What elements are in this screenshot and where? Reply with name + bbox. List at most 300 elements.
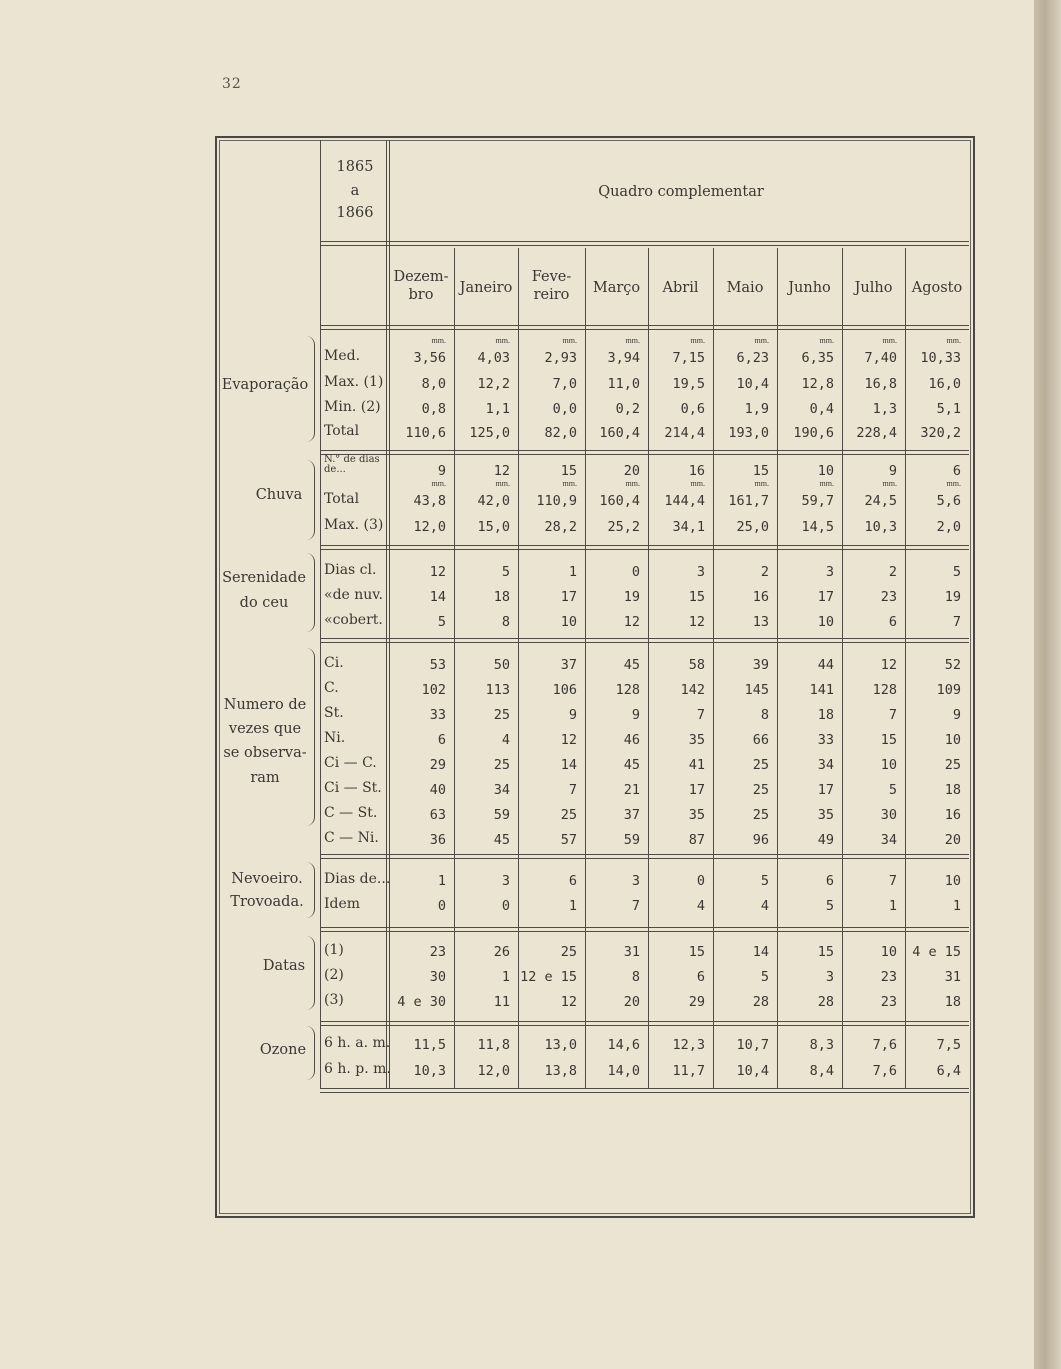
cell-value: 161,7	[728, 493, 769, 509]
cell-value: 11,8	[477, 1037, 510, 1053]
row-label: Med.	[324, 348, 361, 364]
group-label: Evaporação	[221, 377, 309, 393]
cell-value: 12,0	[477, 1063, 510, 1079]
cell-value: 17	[817, 589, 834, 605]
cell-value: 11	[493, 994, 510, 1010]
cell-value: 12	[560, 732, 577, 748]
cell-value: 20	[623, 463, 640, 479]
cell-value: 4	[696, 898, 705, 914]
cell-value: 3	[825, 564, 834, 580]
cell-value: 193,0	[728, 425, 769, 441]
cell-value: 16	[752, 589, 769, 605]
cell-value: 15	[688, 944, 705, 960]
cell-value: 45	[623, 757, 640, 773]
cell-value: 36	[429, 832, 446, 848]
cell-value: 2	[760, 564, 769, 580]
cell-value: 16	[688, 463, 705, 479]
divider-month-col	[713, 248, 714, 1088]
group-label: do ceu	[239, 595, 289, 611]
cell-value: 50	[493, 657, 510, 673]
cell-value: 5	[437, 614, 446, 630]
cell-value: 5	[952, 564, 961, 580]
unit-label: mm.	[882, 336, 897, 345]
cell-value: 0,6	[680, 401, 705, 417]
cell-value: 10,7	[736, 1037, 769, 1053]
period-from: 1865	[336, 159, 374, 175]
unit-label: mm.	[690, 479, 705, 488]
cell-value: 16	[944, 807, 961, 823]
cell-value: 25	[752, 807, 769, 823]
row-label: Max. (1)	[324, 374, 384, 390]
cell-value: 4,03	[477, 350, 510, 366]
cell-value: 7	[696, 707, 705, 723]
cell-value: 7,40	[864, 350, 897, 366]
month-header: Dezem-	[393, 269, 449, 285]
cell-value: 20	[944, 832, 961, 848]
group-label: Chuva	[255, 487, 303, 503]
cell-value: 49	[817, 832, 834, 848]
row-label: «cobert.	[324, 612, 383, 628]
cell-value: 2	[888, 564, 897, 580]
cell-value: 12	[880, 657, 897, 673]
cell-value: 87	[688, 832, 705, 848]
cell-value: 15	[560, 463, 577, 479]
unit-label: mm.	[495, 336, 510, 345]
cell-value: 25,0	[736, 519, 769, 535]
cell-value: 190,6	[793, 425, 834, 441]
group-brace	[306, 553, 315, 632]
group-label: Nevoeiro.	[231, 871, 303, 887]
row-label: Total	[324, 491, 360, 507]
cell-value: 1	[568, 898, 577, 914]
cell-value: 23	[880, 994, 897, 1010]
cell-value: 21	[623, 782, 640, 798]
cell-value: 7,6	[872, 1063, 897, 1079]
cell-value: 0	[696, 873, 705, 889]
cell-value: 4	[501, 732, 510, 748]
rule-group	[320, 927, 969, 932]
row-label: «de nuv.	[324, 587, 383, 603]
cell-value: 45	[623, 657, 640, 673]
cell-value: 320,2	[920, 425, 961, 441]
cell-value: 1,3	[872, 401, 897, 417]
cell-value: 12	[493, 463, 510, 479]
cell-value: 1,1	[485, 401, 510, 417]
cell-value: 43,8	[413, 493, 446, 509]
group-label: ram	[250, 770, 280, 786]
cell-value: 5	[501, 564, 510, 580]
cell-value: 5	[760, 969, 769, 985]
unit-label: mm.	[690, 336, 705, 345]
cell-value: 24,5	[864, 493, 897, 509]
cell-value: 214,4	[664, 425, 705, 441]
row-label: Ci.	[324, 655, 344, 671]
rule-group	[320, 1021, 969, 1026]
rule-group	[320, 854, 969, 859]
cell-value: 10	[560, 614, 577, 630]
cell-value: 15	[817, 944, 834, 960]
rule-group	[320, 1088, 969, 1093]
cell-value: 10,3	[864, 519, 897, 535]
cell-value: 16,0	[928, 376, 961, 392]
group-label: vezes que	[228, 721, 302, 737]
page-number: 32	[222, 76, 242, 92]
unit-label: mm.	[882, 479, 897, 488]
cell-value: 1	[568, 564, 577, 580]
unit-label: mm.	[754, 336, 769, 345]
cell-value: 31	[623, 944, 640, 960]
cell-value: 0,4	[809, 401, 834, 417]
cell-value: 59	[493, 807, 510, 823]
cell-value: 25	[752, 782, 769, 798]
cell-value: 7	[888, 707, 897, 723]
cell-value: 15	[752, 463, 769, 479]
unit-label: mm.	[431, 479, 446, 488]
row-label: (3)	[324, 992, 344, 1008]
cell-value: 5	[760, 873, 769, 889]
cell-value: 14,0	[607, 1063, 640, 1079]
cell-value: 6	[437, 732, 446, 748]
cell-value: 0	[437, 898, 446, 914]
row-label: Dias de...	[324, 871, 391, 887]
cell-value: 28	[817, 994, 834, 1010]
cell-value: 8,0	[421, 376, 446, 392]
rule-group	[320, 545, 969, 550]
cell-value: 12	[560, 994, 577, 1010]
table-title: Quadro complementar	[598, 184, 764, 200]
cell-value: 25	[560, 807, 577, 823]
cell-value: 12	[688, 614, 705, 630]
cell-value: 0	[501, 898, 510, 914]
cell-value: 25,2	[607, 519, 640, 535]
cell-value: 142	[680, 682, 705, 698]
cell-value: 12,0	[413, 519, 446, 535]
cell-value: 110,9	[536, 493, 577, 509]
cell-value: 6	[888, 614, 897, 630]
cell-value: 37	[560, 657, 577, 673]
cell-value: 4 e 30	[397, 994, 446, 1010]
cell-value: 29	[429, 757, 446, 773]
cell-value: 4	[760, 898, 769, 914]
cell-value: 14,6	[607, 1037, 640, 1053]
month-header: bro	[408, 287, 434, 303]
group-label: Serenidade	[222, 570, 306, 586]
cell-value: 25	[560, 944, 577, 960]
cell-value: 17	[817, 782, 834, 798]
cell-value: 7,5	[936, 1037, 961, 1053]
divider-month-col	[454, 248, 455, 1088]
cell-value: 12,8	[801, 376, 834, 392]
cell-value: 12 e 15	[520, 969, 577, 985]
cell-value: 26	[493, 944, 510, 960]
row-label: Max. (3)	[324, 517, 384, 533]
cell-value: 23	[880, 969, 897, 985]
group-brace	[306, 336, 315, 442]
group-label: se observa-	[223, 745, 307, 761]
row-label: C — St.	[324, 805, 378, 821]
month-header: reiro	[533, 287, 570, 303]
unit-label: mm.	[946, 479, 961, 488]
cell-value: 40	[429, 782, 446, 798]
cell-value: 12,2	[477, 376, 510, 392]
cell-value: 16,8	[864, 376, 897, 392]
group-label: Datas	[262, 958, 306, 974]
cell-value: 28	[752, 994, 769, 1010]
row-label: Total	[324, 423, 360, 439]
cell-value: 10,3	[413, 1063, 446, 1079]
group-brace	[306, 648, 315, 826]
cell-value: 33	[817, 732, 834, 748]
cell-value: 59	[623, 832, 640, 848]
cell-value: 6	[825, 873, 834, 889]
cell-value: 25	[944, 757, 961, 773]
cell-value: 3,56	[413, 350, 446, 366]
cell-value: 35	[688, 732, 705, 748]
cell-value: 14,5	[801, 519, 834, 535]
cell-value: 128	[615, 682, 640, 698]
cell-value: 14	[429, 589, 446, 605]
group-label: Numero de	[223, 697, 307, 713]
cell-value: 8	[501, 614, 510, 630]
cell-value: 7,15	[672, 350, 705, 366]
cell-value: 141	[809, 682, 834, 698]
cell-value: 5	[825, 898, 834, 914]
cell-value: 11,0	[607, 376, 640, 392]
unit-label: mm.	[625, 336, 640, 345]
cell-value: 10	[944, 732, 961, 748]
cell-value: 34	[880, 832, 897, 848]
cell-value: 12,3	[672, 1037, 705, 1053]
cell-value: 8	[631, 969, 640, 985]
unit-label: mm.	[495, 479, 510, 488]
cell-value: 19	[623, 589, 640, 605]
cell-value: 18	[944, 994, 961, 1010]
cell-value: 7,6	[872, 1037, 897, 1053]
cell-value: 35	[688, 807, 705, 823]
cell-value: 5,1	[936, 401, 961, 417]
cell-value: 19,5	[672, 376, 705, 392]
cell-value: 8,4	[809, 1063, 834, 1079]
cell-value: 10	[944, 873, 961, 889]
month-header: Janeiro	[459, 280, 513, 296]
period-to: 1866	[336, 205, 374, 221]
cell-value: 1	[501, 969, 510, 985]
cell-value: 18	[493, 589, 510, 605]
cell-value: 10	[880, 757, 897, 773]
cell-value: 4 e 15	[912, 944, 961, 960]
cell-value: 3	[825, 969, 834, 985]
cell-value: 25	[493, 707, 510, 723]
cell-value: 2,0	[936, 519, 961, 535]
cell-value: 63	[429, 807, 446, 823]
cell-value: 102	[421, 682, 446, 698]
cell-value: 14	[752, 944, 769, 960]
cell-value: 6	[952, 463, 961, 479]
cell-value: 18	[817, 707, 834, 723]
cell-value: 1,9	[744, 401, 769, 417]
group-brace	[306, 460, 315, 540]
period-sep: a	[350, 183, 360, 199]
row-label: 6 h. a. m.	[324, 1035, 391, 1051]
cell-value: 96	[752, 832, 769, 848]
cell-value: 7	[568, 782, 577, 798]
row-label: Ci — C.	[324, 755, 377, 771]
unit-label: mm.	[431, 336, 446, 345]
row-label: Ni.	[324, 730, 346, 746]
cell-value: 0,2	[615, 401, 640, 417]
month-header: Março	[592, 280, 641, 296]
month-header: Maio	[726, 280, 764, 296]
cell-value: 1	[952, 898, 961, 914]
cell-value: 0,0	[552, 401, 577, 417]
cell-value: 6,35	[801, 350, 834, 366]
cell-value: 145	[744, 682, 769, 698]
cell-value: 7	[888, 873, 897, 889]
cell-value: 5,6	[936, 493, 961, 509]
cell-value: 5	[888, 782, 897, 798]
cell-value: 3	[696, 564, 705, 580]
cell-value: 9	[888, 463, 897, 479]
cell-value: 57	[560, 832, 577, 848]
cell-value: 41	[688, 757, 705, 773]
group-label: Trovoada.	[230, 894, 304, 910]
cell-value: 28,2	[544, 519, 577, 535]
month-header: Julho	[854, 280, 893, 296]
cell-value: 13,8	[544, 1063, 577, 1079]
cell-value: 109	[936, 682, 961, 698]
unit-label: mm.	[819, 336, 834, 345]
divider-month-col	[777, 248, 778, 1088]
cell-value: 10,4	[736, 1063, 769, 1079]
cell-value: 10,33	[920, 350, 961, 366]
cell-value: 30	[880, 807, 897, 823]
cell-value: 35	[817, 807, 834, 823]
cell-value: 20	[623, 994, 640, 1010]
row-label: N.° de dias de...	[324, 454, 380, 475]
adjacent-page-edge	[1034, 0, 1061, 1369]
row-label: (1)	[324, 942, 344, 958]
cell-value: 23	[880, 589, 897, 605]
cell-value: 14	[560, 757, 577, 773]
cell-value: 144,4	[664, 493, 705, 509]
cell-value: 44	[817, 657, 834, 673]
cell-value: 42,0	[477, 493, 510, 509]
cell-value: 59,7	[801, 493, 834, 509]
divider-month-col	[648, 248, 649, 1088]
unit-label: mm.	[946, 336, 961, 345]
group-label: Ozone	[259, 1042, 307, 1058]
cell-value: 31	[944, 969, 961, 985]
row-label: C — Ni.	[324, 830, 379, 846]
cell-value: 0	[631, 564, 640, 580]
cell-value: 37	[623, 807, 640, 823]
cell-value: 34	[817, 757, 834, 773]
cell-value: 6,23	[736, 350, 769, 366]
cell-value: 10	[880, 944, 897, 960]
row-label: Ci — St.	[324, 780, 382, 796]
cell-value: 11,5	[413, 1037, 446, 1053]
cell-value: 9	[568, 707, 577, 723]
cell-value: 15	[880, 732, 897, 748]
month-header: Agosto	[911, 280, 963, 296]
cell-value: 7	[631, 898, 640, 914]
divider-month-col	[585, 248, 586, 1088]
cell-value: 125,0	[469, 425, 510, 441]
cell-value: 29	[688, 994, 705, 1010]
cell-value: 12	[429, 564, 446, 580]
month-header: Abril	[662, 280, 699, 296]
cell-value: 6	[696, 969, 705, 985]
cell-value: 19	[944, 589, 961, 605]
cell-value: 7,0	[552, 376, 577, 392]
unit-label: mm.	[625, 479, 640, 488]
cell-value: 34,1	[672, 519, 705, 535]
cell-value: 13,0	[544, 1037, 577, 1053]
cell-value: 10	[817, 463, 834, 479]
month-header: Junho	[788, 280, 831, 296]
cell-value: 82,0	[544, 425, 577, 441]
group-brace	[306, 862, 315, 918]
row-label: 6 h. p. m.	[324, 1061, 391, 1077]
cell-value: 52	[944, 657, 961, 673]
cell-value: 3,94	[607, 350, 640, 366]
row-label: St.	[324, 705, 344, 721]
row-label: (2)	[324, 967, 344, 983]
cell-value: 8	[760, 707, 769, 723]
rule-group	[320, 638, 969, 643]
divider-group-col	[320, 140, 321, 1088]
divider-month-col	[842, 248, 843, 1088]
cell-value: 34	[493, 782, 510, 798]
cell-value: 3	[631, 873, 640, 889]
cell-value: 45	[493, 832, 510, 848]
cell-value: 39	[752, 657, 769, 673]
cell-value: 7	[952, 614, 961, 630]
cell-value: 10,4	[736, 376, 769, 392]
rule-under-header	[320, 325, 969, 330]
cell-value: 160,4	[599, 493, 640, 509]
unit-label: mm.	[562, 336, 577, 345]
cell-value: 6	[568, 873, 577, 889]
row-label: C.	[324, 680, 339, 696]
rule-group	[320, 450, 969, 455]
cell-value: 53	[429, 657, 446, 673]
cell-value: 9	[437, 463, 446, 479]
cell-value: 0,8	[421, 401, 446, 417]
table-frame-inner	[219, 140, 971, 1214]
cell-value: 13	[752, 614, 769, 630]
row-label: Dias cl.	[324, 562, 377, 578]
rule-under-title	[320, 241, 969, 246]
cell-value: 17	[688, 782, 705, 798]
cell-value: 106	[552, 682, 577, 698]
cell-value: 9	[952, 707, 961, 723]
cell-value: 228,4	[856, 425, 897, 441]
unit-label: mm.	[754, 479, 769, 488]
cell-value: 9	[631, 707, 640, 723]
cell-value: 15,0	[477, 519, 510, 535]
group-brace	[306, 1026, 315, 1080]
cell-value: 3	[501, 873, 510, 889]
unit-label: mm.	[819, 479, 834, 488]
cell-value: 1	[888, 898, 897, 914]
cell-value: 33	[429, 707, 446, 723]
cell-value: 11,7	[672, 1063, 705, 1079]
divider-label-col-2	[389, 140, 390, 1088]
cell-value: 25	[752, 757, 769, 773]
cell-value: 17	[560, 589, 577, 605]
cell-value: 30	[429, 969, 446, 985]
